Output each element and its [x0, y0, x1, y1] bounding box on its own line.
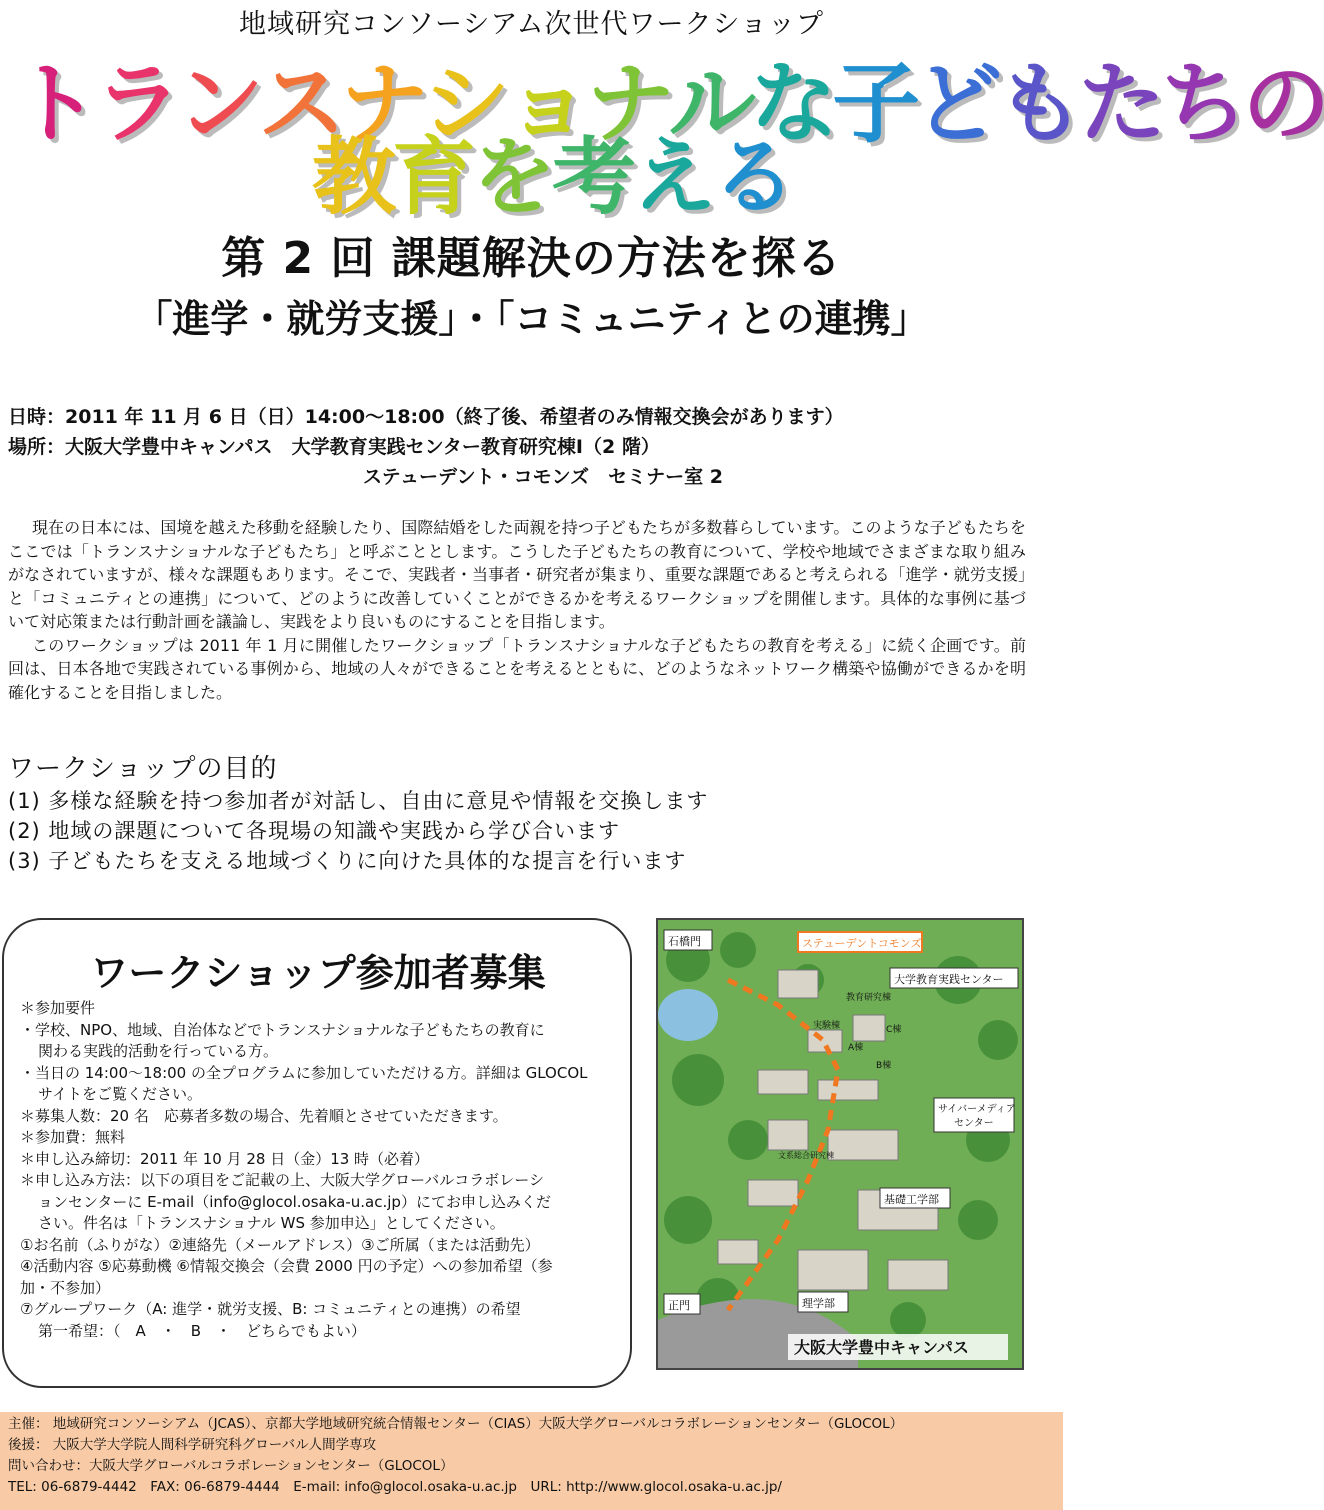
- deadline: ＊申し込み締切：2011 年 10 月 28 日（金）13 時（必着）: [20, 1149, 430, 1168]
- method: さい。件名は「トランスナショナル WS 参加申込」としてください。: [38, 1214, 505, 1232]
- map-label-jikken: 実験棟: [813, 1021, 841, 1031]
- map-label-ishibashi-gate: 石橋門: [668, 935, 701, 948]
- footer-tel: TEL: 06-6879-4442 FAX: 06-6879-4444 E-mail: info@glocol.osaka-u.ac.jp URL: http://www.glocol.osaka-u.ac.jp/: [8, 1479, 782, 1495]
- purpose-item: (2) 地域の課題について各現場の知識や実践から学び合います: [8, 819, 620, 843]
- recruitment-details: [20, 998, 626, 1342]
- main-title-line2: 教育を考える: [312, 128, 793, 226]
- footer-organizer: 主催： 地域研究コンソーシアム（JCAS）、京都大学地域研究統合情報センター（CIAS）大阪大学グローバルコラボレーションセンター（GLOCOL）: [8, 1416, 904, 1432]
- purpose-item: (3) 子どもたちを支える地域づくりに向けた具体的な提言を行います: [8, 849, 687, 873]
- method: ＊申し込み方法：以下の項目をご記載の上、大阪大学グローバルコラボレーシ: [20, 1171, 544, 1189]
- footer-contact: 問い合わせ：大阪大学グローバルコラボレーションセンター（GLOCOL）: [8, 1458, 454, 1474]
- event-info: [8, 402, 844, 492]
- campus-map: [656, 918, 1024, 1370]
- map-label-bldg-a: A棟: [848, 1043, 864, 1053]
- workshop-series-title: 地域研究コンソーシアム次世代ワークショップ: [238, 9, 825, 40]
- description-paragraph: 現在の日本には、国境を越えた移動を経験したり、国際結婚をした両親を持つ子どもたちが多数暮らしています。このような子どもたちをここでは「トランスナショナルな子どもたち」と呼ぶこととします。こうした子どもたちの教育について、学校や地域でさまざまな取り組みがなされていますが、様々な課題もあります。そこで、実践者・当事者・研究者が集まり、重要な課題であると考えられる「進学・就労支援」と「コミュニティとの連携」について、どのように改善していくことができるかを考えるワークショップを開催します。具体的な事例に基づいて対応策または行動計画を議論し、実践をより良いものにすることを目指します。: [8, 518, 1026, 631]
- map-label-bldg-b: B棟: [876, 1061, 892, 1071]
- purpose-heading: ワークショップの目的: [8, 754, 278, 784]
- main-title-line1: トランスナショナルな子どもたちの: [12, 52, 1324, 155]
- map-label-bunkei: 文系総合研究棟: [778, 1151, 834, 1160]
- req-item: サイトをご覧ください。: [38, 1085, 202, 1103]
- fields: ④活動内容 ⑤応募動機 ⑥情報交換会（会費 2000 円の予定）への参加希望（参: [20, 1257, 553, 1275]
- map-label-cybermedia: サイバーメディア: [938, 1104, 1016, 1115]
- description-paragraph: このワークショップは 2011 年 1 月に開催したワークショップ「トランスナショナルな子どもたちの教育を考える」に続く企画です。前回は、日本各地で実践されている事例から、地域の人々ができることを考えるとともに、どのようなネットワーク構築や協働ができるかを明確化することを目指しました。: [8, 635, 1026, 702]
- map-label-cybermedia-2: センター: [954, 1118, 994, 1129]
- description: [8, 516, 1026, 704]
- req-label: ＊参加要件: [20, 999, 96, 1017]
- fields: 第一希望：（ A ・ B ・ どちらでもよい）: [38, 1321, 366, 1340]
- event-room: ステューデント・コモンズ セミナー室 2: [363, 466, 723, 488]
- req-item: ・学校、NPO、地域、自治体などでトランスナショナルな子どもたちの教育に: [20, 1020, 545, 1039]
- map-caption: 大阪大学豊中キャンパス: [794, 1338, 969, 1357]
- method: ョンセンターに E-mail（info@glocol.osaka-u.ac.jp）にてお申し込みくだ: [38, 1192, 551, 1211]
- map-label-edu-building: 教育研究棟: [846, 993, 892, 1003]
- session-title: 第 2 回 課題解決の方法を探る: [221, 233, 842, 284]
- fields: ⑦グループワーク（A: 進学・就労支援、B: コミュニティとの連携）の希望: [20, 1300, 521, 1318]
- map-label-kiso: 基礎工学部: [884, 1193, 939, 1206]
- footer-support: 後援： 大阪大学大学院人間科学研究科グローバル人間学専攻: [8, 1437, 377, 1453]
- fields: ①お名前（ふりがな）②連絡先（メールアドレス）③ご所属（または活動先）: [20, 1235, 540, 1254]
- session-subtitle: 「進学・就労支援」・「コミュニティとの連携」: [134, 297, 929, 341]
- req-item: ・当日の 14:00～18:00 の全プログラムに参加していただける方。詳細は GLOCOL: [20, 1063, 588, 1082]
- purpose-list: [8, 786, 708, 876]
- event-date: 日時：2011 年 11 月 6 日（日）14:00～18:00（終了後、希望者のみ情報交換会があります）: [8, 406, 844, 428]
- map-label-center: 大学教育実践センター: [894, 973, 1004, 986]
- event-venue: 場所：大阪大学豊中キャンパス 大学教育実践センター教育研究棟Ⅰ（2 階）: [8, 436, 660, 458]
- fee: ＊参加費：無料: [20, 1128, 126, 1146]
- purpose-item: (1) 多様な経験を持つ参加者が対話し、自由に意見や情報を交換します: [8, 789, 709, 813]
- map-label-bldg-c: C棟: [886, 1025, 902, 1035]
- map-label-student-commons: ステューデントコモンズ: [802, 937, 922, 950]
- recruitment-heading: ワークショップ参加者募集: [90, 951, 546, 995]
- footer: [0, 1412, 1063, 1510]
- req-item: 関わる実践的活動を行っている方。: [38, 1042, 279, 1060]
- map-label-rigaku: 理学部: [802, 1297, 835, 1310]
- map-label-main-gate: 正門: [668, 1299, 690, 1312]
- fields: 加・不参加）: [20, 1278, 111, 1297]
- capacity: ＊募集人数：20 名 応募者多数の場合、先着順とさせていただきます。: [20, 1106, 508, 1125]
